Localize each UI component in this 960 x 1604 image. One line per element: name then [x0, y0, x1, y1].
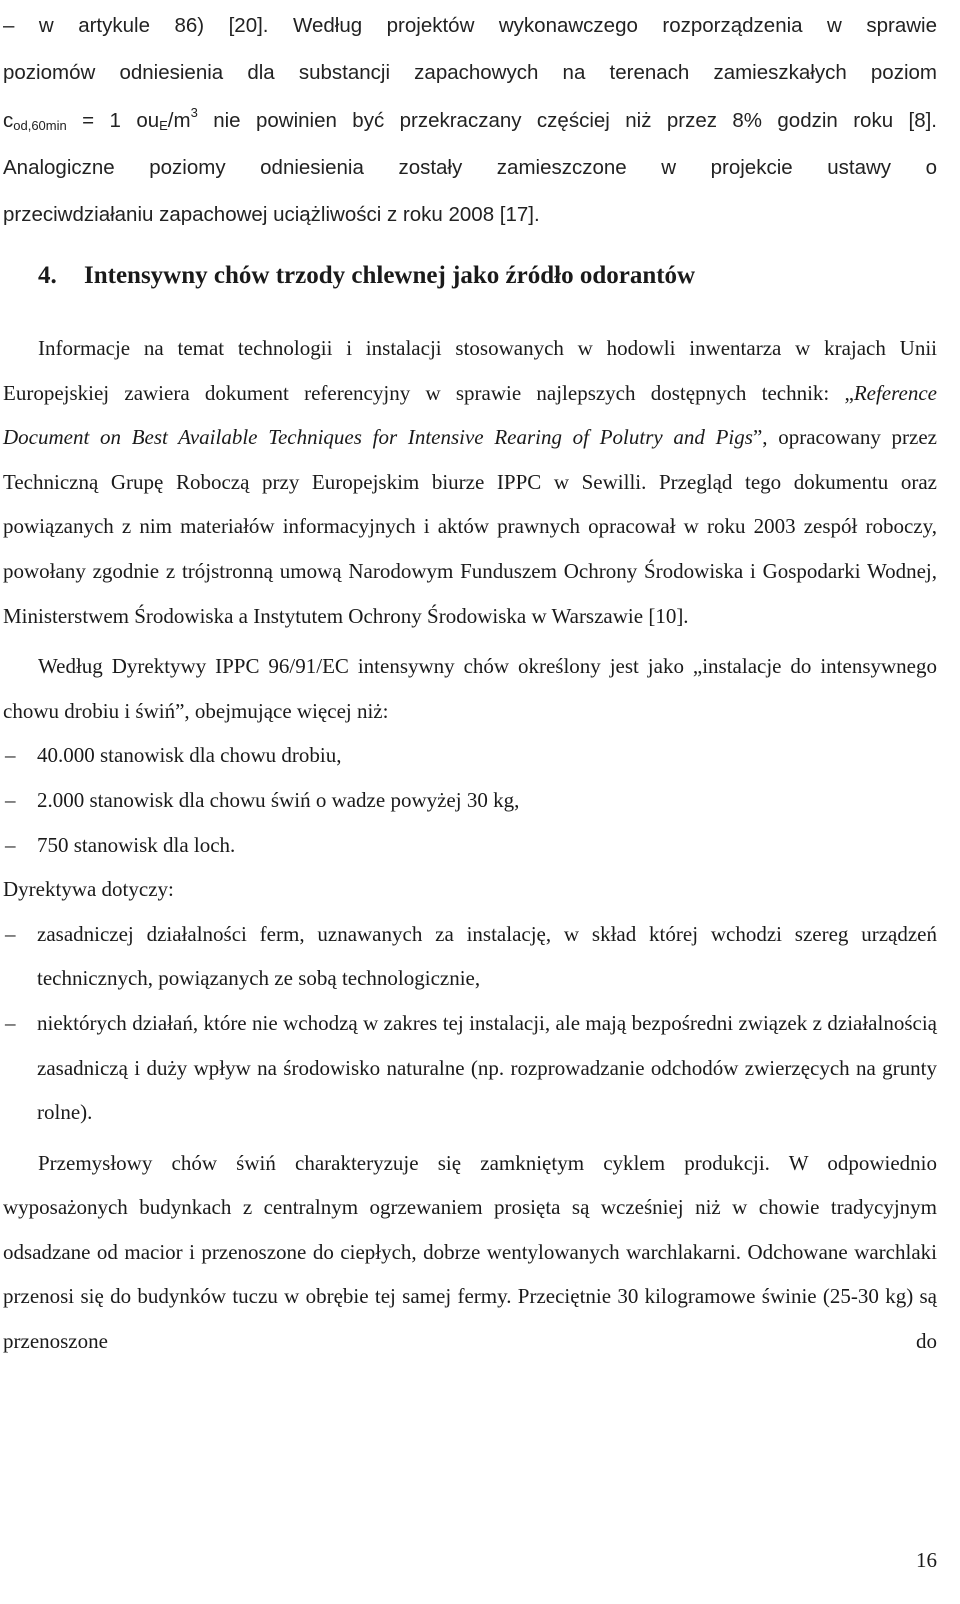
- formula-subscript: od,60min: [13, 117, 67, 133]
- page-number: 16: [916, 1548, 937, 1572]
- list-item-text: 40.000 stanowisk dla chowu drobiu,: [37, 743, 342, 768]
- document-title: Reference Document on Best Available Techniques for Intensive Rearing of Polutry and Pigs: [3, 380, 937, 450]
- dash-bullet: –: [5, 787, 16, 812]
- paragraph-text: ”, opracowany przez Techniczną Grupę Roboczą przy Europejskim biurze IPPC w Sewilli. Przegląd tego dokumentu oraz powiązanych z nim materiałów informacyjnych i aktów prawnych opracował w roku 2003 zespół roboczy, powołany zgodnie z trójstronną umową Narodowym Funduszem Ochrony Środowiska i Gospodarki Wodnej, Ministerstwem Środowiska a Instytutem Ochrony Środowiska w Warszawie [10].: [3, 425, 937, 628]
- text-line: – w artykule 86) [20]. Według projektów wykonawczego rozporządzenia w sprawie: [3, 14, 937, 37]
- list-item-text: zasadniczej działalności ferm, uznawanych za instalację, w skład której wchodzi szereg urządzeń technicznych, powiązanych ze sobą technologicznie,: [37, 921, 937, 991]
- text-line: poziomów odniesienia dla substancji zapachowych na terenach zamieszkałych poziom: [3, 61, 937, 85]
- list-item-text: 2.000 stanowisk dla chowu świń o wadze powyżej 30 kg,: [37, 787, 520, 812]
- list-item: [3, 823, 937, 868]
- text-line: Analogiczne poziomy odniesienia zostały zamieszczone w projekcie ustawy o: [3, 155, 937, 179]
- section-body: [3, 326, 937, 1364]
- formula-line: [3, 97, 937, 144]
- text-line: przeciwdziałaniu zapachowej uciążliwości z roku 2008 [17].: [3, 203, 540, 227]
- dash-bullet: –: [5, 743, 16, 768]
- paragraph: [3, 326, 937, 638]
- paragraph-text: Informacje na temat technologii i instalacji stosowanych w hodowli inwentarza w krajach Unii Europejskiej zawiera dokument referencyjny w sprawie najlepszych dostępnych technik: „: [3, 336, 937, 405]
- dash-bullet: –: [5, 832, 16, 857]
- list-item: [3, 733, 937, 778]
- paragraph: Według Dyrektywy IPPC 96/91/EC intensywny chów określony jest jako „instalacje do intensywnego chowu drobiu i świń”, obejmujące więcej niż:: [3, 654, 937, 723]
- formula-superscript: 3: [190, 104, 198, 120]
- formula-symbol: c: [3, 108, 14, 132]
- formula-equals: = 1 ou: [66, 108, 160, 132]
- paragraph: Przemysłowy chów świń charakteryzuje się zamkniętym cyklem produkcji. W odpowiednio wyposażonych budynkach z centralnym ogrzewaniem prosięta są wcześniej niż w chowie tradycyjnym odsadzane od macior i przenoszone do ciepłych, dobrze wentylowanych warchlakarni. Odchowane warchlaki przenosi się do budynków tuczu w obrębie tej samej fermy. Przeciętnie 30 kilogramowe świnie (25-30 kg) są przenoszone do: [3, 1150, 937, 1354]
- section-title: Intensywny chów trzody chlewnej jako źródło odorantów: [84, 262, 696, 289]
- formula-unit: /m: [167, 108, 191, 132]
- dash-bullet: –: [5, 1010, 16, 1035]
- list-item: [3, 778, 937, 823]
- list-item-text: 750 stanowisk dla loch.: [37, 832, 236, 857]
- formula-subscript: E: [159, 117, 168, 133]
- opening-text: [3, 2, 937, 238]
- list-item: [3, 912, 937, 1001]
- list-item-text: niektórych działań, które nie wchodzą w zakres tej instalacji, ale mają bezpośredni związek z działalnością zasadniczą i duży wpływ na środowisko naturalne (np. rozprowadzanie odchodów zwierzęcych na grunty rolne).: [37, 1010, 937, 1125]
- text-line: nie powinien być przekraczany częściej niż przez 8% godzin roku [8].: [197, 108, 937, 132]
- paragraph: Dyrektywa dotyczy:: [3, 877, 174, 902]
- dash-bullet: –: [5, 921, 16, 946]
- list-item: [3, 1001, 937, 1135]
- section-heading: [38, 254, 695, 298]
- section-number: 4.: [38, 262, 57, 289]
